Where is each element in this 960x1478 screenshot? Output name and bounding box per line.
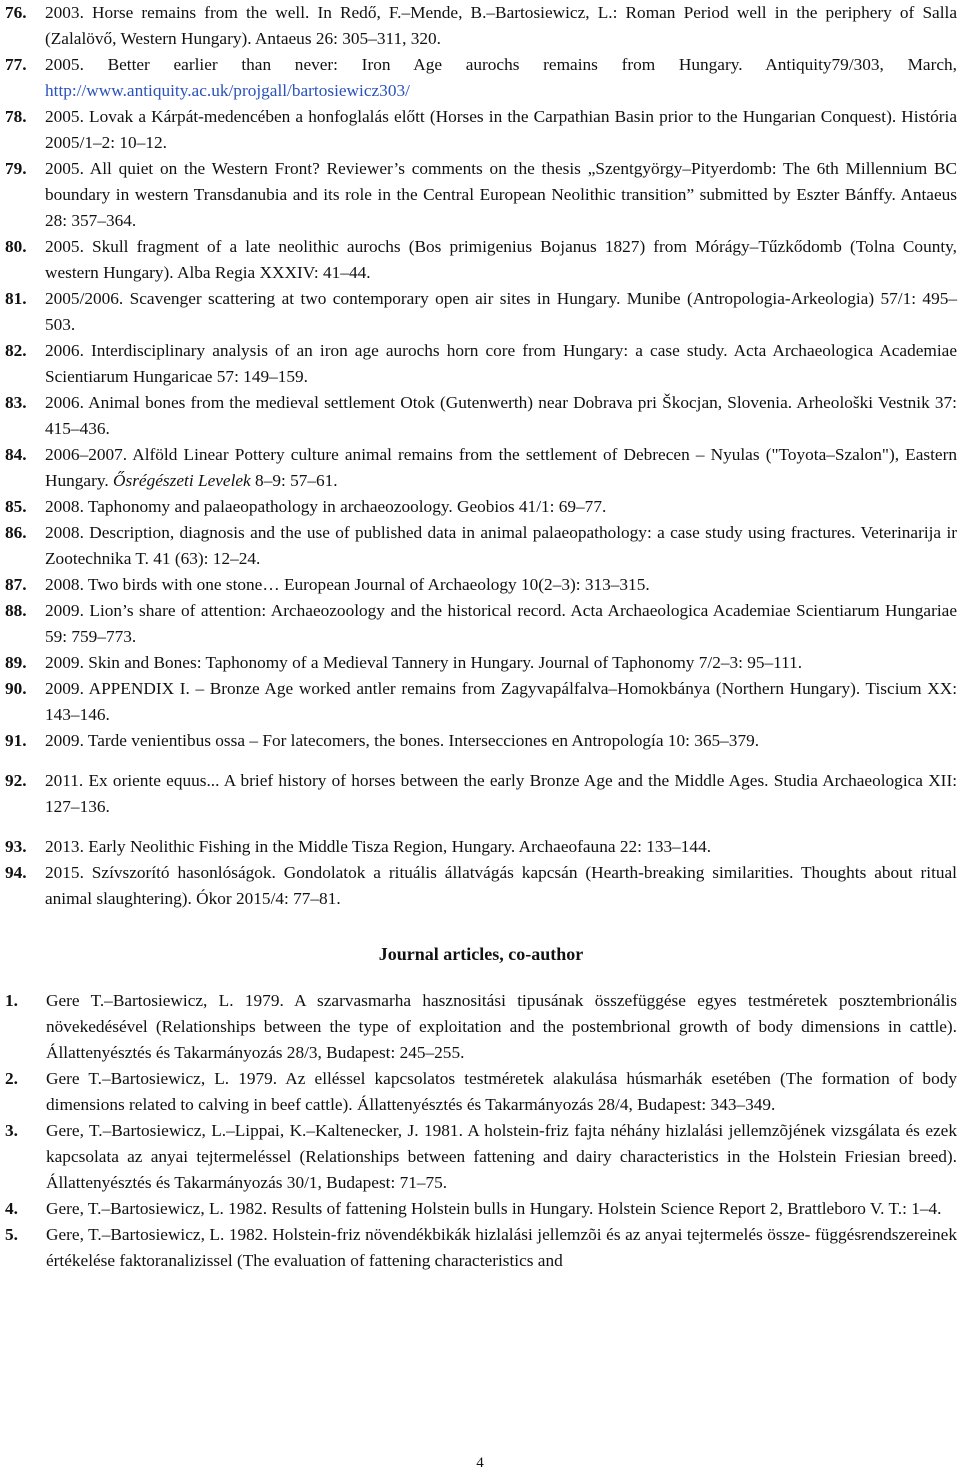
entry-text: Gere, T.–Bartosiewicz, L. 1982. Results of fattening Holstein bulls in Hungary. Holstein Science Report 2, Brattleboro V. T.: 1–4. (46, 1199, 942, 1218)
entry-number: 81. (5, 289, 27, 308)
publication-entry-88 (5, 598, 957, 650)
entry-text: 2009. Skin and Bones: Taphonomy of a Medieval Tannery in Hungary. Journal of Taphonomy 7/2–3: 95–111. (45, 653, 803, 672)
publication-entry-84 (5, 442, 957, 494)
entry-text: Gere T.–Bartosiewicz, L. 1979. Az elléssel kapcsolatos testméretek alakulása húsmarhák esetében (The formation of body dimensions related to calving in beef cattle). Állattenyésztés és Takarmányozás 28/4, Budapest: 343–349. (46, 1069, 957, 1114)
publication-entry-92 (5, 768, 957, 820)
entry-text: 2011. Ex oriente equus... A brief history of horses between the early Bronze Age and the Middle Ages. Studia Archaeologica XII: 127–136. (45, 771, 957, 816)
entry-number: 83. (5, 393, 27, 412)
antiquity-link[interactable]: http://www.antiquity.ac.uk/projgall/bartosiewicz303/ (45, 81, 410, 100)
entry-text: 2006–2007. Alföld Linear Pottery culture animal remains from the settlement of Debrecen – Nyulas ("Toyota–Szalon"), Eastern Hungary. (45, 445, 957, 490)
entry-text: Gere T.–Bartosiewicz, L. 1979. A szarvasmarha hasznositási tipusának összefüggése egyes testméretek posztembrionális növekedésével (Relationships between the type of exploitation and the postembrional growth of body dimensions in cattle). Állattenyésztés és Takarmányozás 28/3, Budapest: 245–255. (46, 991, 957, 1062)
publication-entry-94 (5, 860, 957, 912)
entry-text: Gere, T.–Bartosiewicz, L. 1982. Holstein-friz növendékbikák hizlalási jellemzõi és az anyai tejtermelés össze- függésrendszereinek értékelése faktoranalizissel (The evaluation of fattening characteristics and (46, 1225, 957, 1270)
entry-text: 2005/2006. Scavenger scattering at two contemporary open air sites in Hungary. Munibe (Antropologia-Arkeologia) 57/1: 495–503. (45, 289, 957, 334)
entry-number: 91. (5, 731, 27, 750)
entry-number: 93. (5, 837, 27, 856)
entry-text: 2005. Lovak a Kárpát-medencében a honfoglalás előtt (Horses in the Carpathian Basin prior to the Hungarian Conquest). História 2005/1–2: 10–12. (45, 107, 957, 152)
publication-entry-81 (5, 286, 957, 338)
document-page (5, 0, 957, 1274)
coauthor-entry-2 (5, 1066, 957, 1118)
entry-number: 86. (5, 523, 27, 542)
entry-number: 88. (5, 601, 27, 620)
entry-text: 2009. Lion’s share of attention: Archaeozoology and the historical record. Acta Archaeologica Academiae Scientiarum Hungariae 59: 759–773. (45, 601, 957, 646)
publication-entry-90 (5, 676, 957, 728)
journal-name: Ősrégészeti Levelek (113, 471, 251, 490)
entry-number: 79. (5, 159, 27, 178)
entry-number: 94. (5, 863, 27, 882)
entry-text-tail: 8–9: 57–61. (255, 471, 338, 490)
entry-text: 2009. Tarde venientibus ossa – For latecomers, the bones. Intersecciones en Antropología 10: 365–379. (45, 731, 760, 750)
entry-text: 2008. Two birds with one stone… European Journal of Archaeology 10(2–3): 313–315. (45, 575, 650, 594)
section-title: Journal articles, co-author (378, 944, 584, 964)
entry-text: 2005. Skull fragment of a late neolithic aurochs (Bos primigenius Bojanus 1827) from Mórágy–Tűzkődomb (Tolna County, western Hungary). Alba Regia XXXIV: 41–44. (45, 237, 957, 282)
entry-text: 2005. Better earlier than never: Iron Age aurochs remains from Hungary. Antiquity79/303, March, (45, 55, 957, 74)
entry-number: 4. (5, 1199, 18, 1218)
entry-text: 2008. Taphonomy and palaeopathology in archaeozoology. Geobios 41/1: 69–77. (45, 497, 607, 516)
coauthor-entry-5 (5, 1222, 957, 1274)
publication-entry-77 (5, 52, 957, 104)
publication-entry-89 (5, 650, 957, 676)
entry-text: 2013. Early Neolithic Fishing in the Middle Tisza Region, Hungary. Archaeofauna 22: 133–144. (45, 837, 712, 856)
publication-entry-80 (5, 234, 957, 286)
publication-entry-85 (5, 494, 957, 520)
coauthor-entry-1 (5, 988, 957, 1066)
publication-entry-91 (5, 728, 957, 754)
entry-text: Gere, T.–Bartosiewicz, L.–Lippai, K.–Kaltenecker, J. 1981. A holstein-friz fajta néhány hizlalási jellemzõjének vizsgálata és ezek kapcsolata az anyai tejtermeléssel (Relationships between fattening and dairy characteristics in the Holstein Friesian breed). Állattenyésztés és Takarmányozás 30/1, Budapest: 71–75. (46, 1121, 957, 1192)
entry-number: 1. (5, 991, 18, 1010)
page-number: 4 (476, 1455, 484, 1471)
entry-number: 85. (5, 497, 27, 516)
entry-number: 76. (5, 3, 27, 22)
entry-number: 5. (5, 1225, 18, 1244)
publication-entry-82 (5, 338, 957, 390)
publication-entry-86 (5, 520, 957, 572)
entry-number: 2. (5, 1069, 18, 1088)
publication-entry-93 (5, 834, 957, 860)
coauthor-entry-3 (5, 1118, 957, 1196)
coauthor-entry-4 (5, 1196, 957, 1222)
publication-entry-76 (5, 0, 957, 52)
entry-number: 82. (5, 341, 27, 360)
entry-number: 89. (5, 653, 27, 672)
entry-number: 84. (5, 445, 27, 464)
entry-number: 77. (5, 55, 27, 74)
entry-number: 78. (5, 107, 27, 126)
publication-entry-83 (5, 390, 957, 442)
entry-number: 80. (5, 237, 27, 256)
entry-text: 2006. Interdisciplinary analysis of an iron age aurochs horn core from Hungary: a case study. Acta Archaeologica Academiae Scientiarum Hungaricae 57: 149–159. (45, 341, 957, 386)
publication-entry-79 (5, 156, 957, 234)
entry-number: 87. (5, 575, 27, 594)
entry-number: 3. (5, 1121, 18, 1140)
publication-entry-87 (5, 572, 957, 598)
publication-entry-78 (5, 104, 957, 156)
entry-text: 2003. Horse remains from the well. In Redő, F.–Mende, B.–Bartosiewicz, L.: Roman Period well in the periphery of Salla (Zalalövő, Western Hungary). Antaeus 26: 305–311, 320. (45, 3, 957, 48)
entry-text: 2015. Szívszorító hasonlóságok. Gondolatok a rituális állatvágás kapcsán (Hearth-breaking similarities. Thoughts about ritual animal slaughtering). Ókor 2015/4: 77–81. (45, 863, 957, 908)
entry-text: 2005. All quiet on the Western Front? Reviewer’s comments on the thesis „Szentgyörgy–Pityerdomb: The 6th Millennium BC boundary in western Transdanubia and its role in the Central European Neolithic transition” submitted by Eszter Bánffy. Antaeus 28: 357–364. (45, 159, 957, 230)
entry-text: 2006. Animal bones from the medieval settlement Otok (Gutenwerth) near Dobrava pri Škocjan, Slovenia. Arheološki Vestnik 37: 415–436. (45, 393, 957, 438)
entry-text: 2008. Description, diagnosis and the use of published data in animal palaeopathology: a case study using fractures. Veterinarija ir Zootechnika T. 41 (63): 12–24. (45, 523, 957, 568)
entry-number: 90. (5, 679, 27, 698)
entry-text: 2009. APPENDIX I. – Bronze Age worked antler remains from Zagyvapálfalva–Homokbánya (Northern Hungary). Tiscium XX: 143–146. (45, 679, 957, 724)
entry-number: 92. (5, 771, 27, 790)
